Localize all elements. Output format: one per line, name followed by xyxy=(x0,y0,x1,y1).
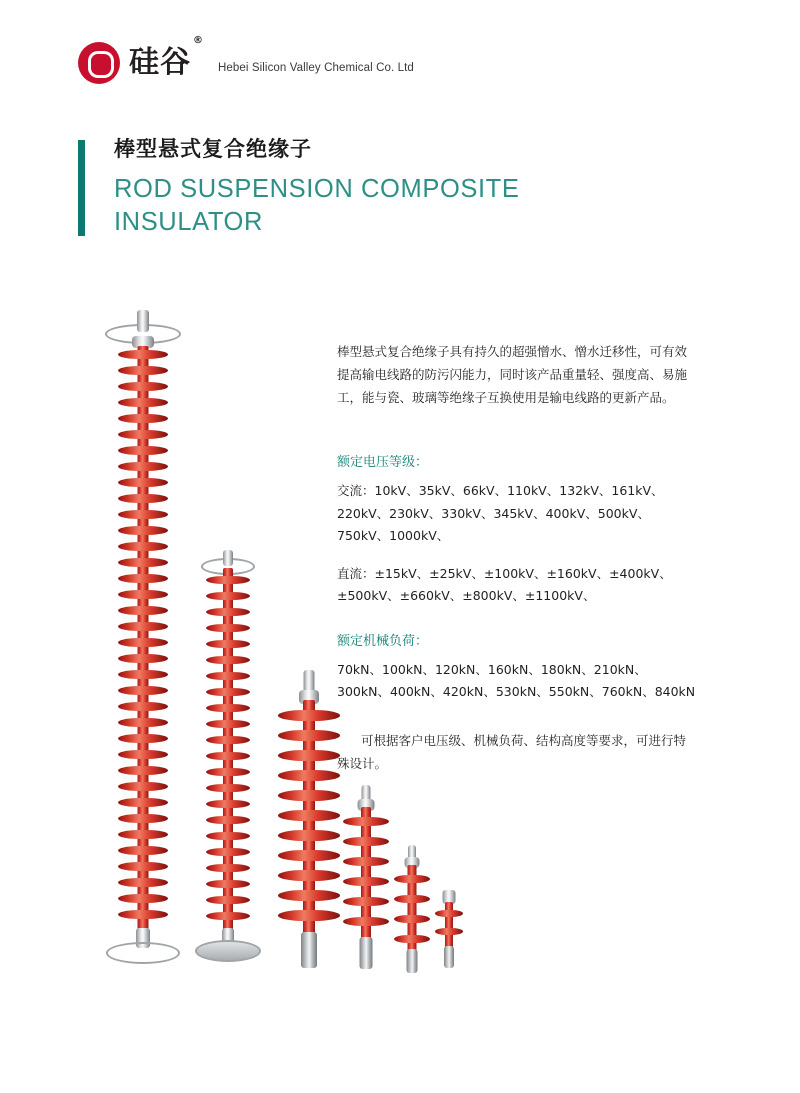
voltage-rating-ac: 交流：10kV、35kV、66kV、110kV、132kV、161kV、220kV、230kV、330kV、345kV、400kV、500kV、750kV、1000kV、 xyxy=(337,483,664,543)
end-fitting-bottom xyxy=(407,949,418,973)
page-header xyxy=(0,0,800,110)
insulator-66kv xyxy=(390,845,434,970)
logo-chinese-name xyxy=(129,35,204,80)
mechanical-load-heading: 额定机械负荷： xyxy=(337,633,429,649)
insulator-500kv xyxy=(188,550,268,970)
title-english-line1: ROD SUSPENSION COMPOSITE xyxy=(114,175,520,204)
insulator-35kv xyxy=(432,890,466,970)
mechanical-load-section xyxy=(337,630,697,704)
voltage-rating-section xyxy=(337,451,697,607)
insulator-110kv xyxy=(338,785,394,970)
title-english-line2: INSULATOR xyxy=(114,207,263,236)
title-chinese: 棒型悬式复合绝缘子 xyxy=(114,137,312,161)
page-title xyxy=(78,136,698,239)
product-illustration xyxy=(80,280,340,970)
company-logo xyxy=(78,35,414,84)
end-fitting-bottom xyxy=(360,937,373,969)
product-description-column xyxy=(337,340,697,775)
company-english-name: Hebei Silicon Valley Chemical Co. Ltd xyxy=(218,62,414,74)
logo-chinese-text: 硅谷 xyxy=(129,45,191,80)
end-fitting-bottom xyxy=(444,946,454,968)
insulator-1000kv xyxy=(98,310,188,970)
title-accent-bar xyxy=(78,140,85,236)
end-fitting-top xyxy=(137,310,149,332)
custom-design-note: 可根据客户电压级、机械负荷、结构高度等要求，可进行特殊设计。 xyxy=(337,733,687,772)
voltage-rating-dc: 直流：±15kV、±25kV、±100kV、±160kV、±400kV、±500kV、±660kV、±800kV、±1100kV、 xyxy=(337,566,672,604)
mechanical-load-values: 70kN、100kN、120kN、160kN、180kN、210kN、300kN、400kN、420kN、530kN、550kN、760kN、840kN xyxy=(337,661,696,699)
voltage-rating-heading: 额定电压等级： xyxy=(337,455,429,471)
registered-trademark-icon: ® xyxy=(193,35,204,46)
intro-paragraph: 棒型悬式复合绝缘子具有持久的超强憎水、憎水迁移性，可有效提高输电线路的防污闪能力，同时该产品重量轻、强度高、易施工，能与瓷、玻璃等绝缘子互换使用是输电线路的更新产品。 xyxy=(337,344,688,406)
grading-ring-bottom xyxy=(106,942,180,964)
title-english xyxy=(114,173,698,238)
insulator-220kv xyxy=(272,670,346,970)
logo-icon xyxy=(78,42,120,84)
end-fitting-top xyxy=(223,550,233,566)
end-fitting-bottom xyxy=(301,932,317,968)
grading-ring-bottom xyxy=(195,940,261,962)
